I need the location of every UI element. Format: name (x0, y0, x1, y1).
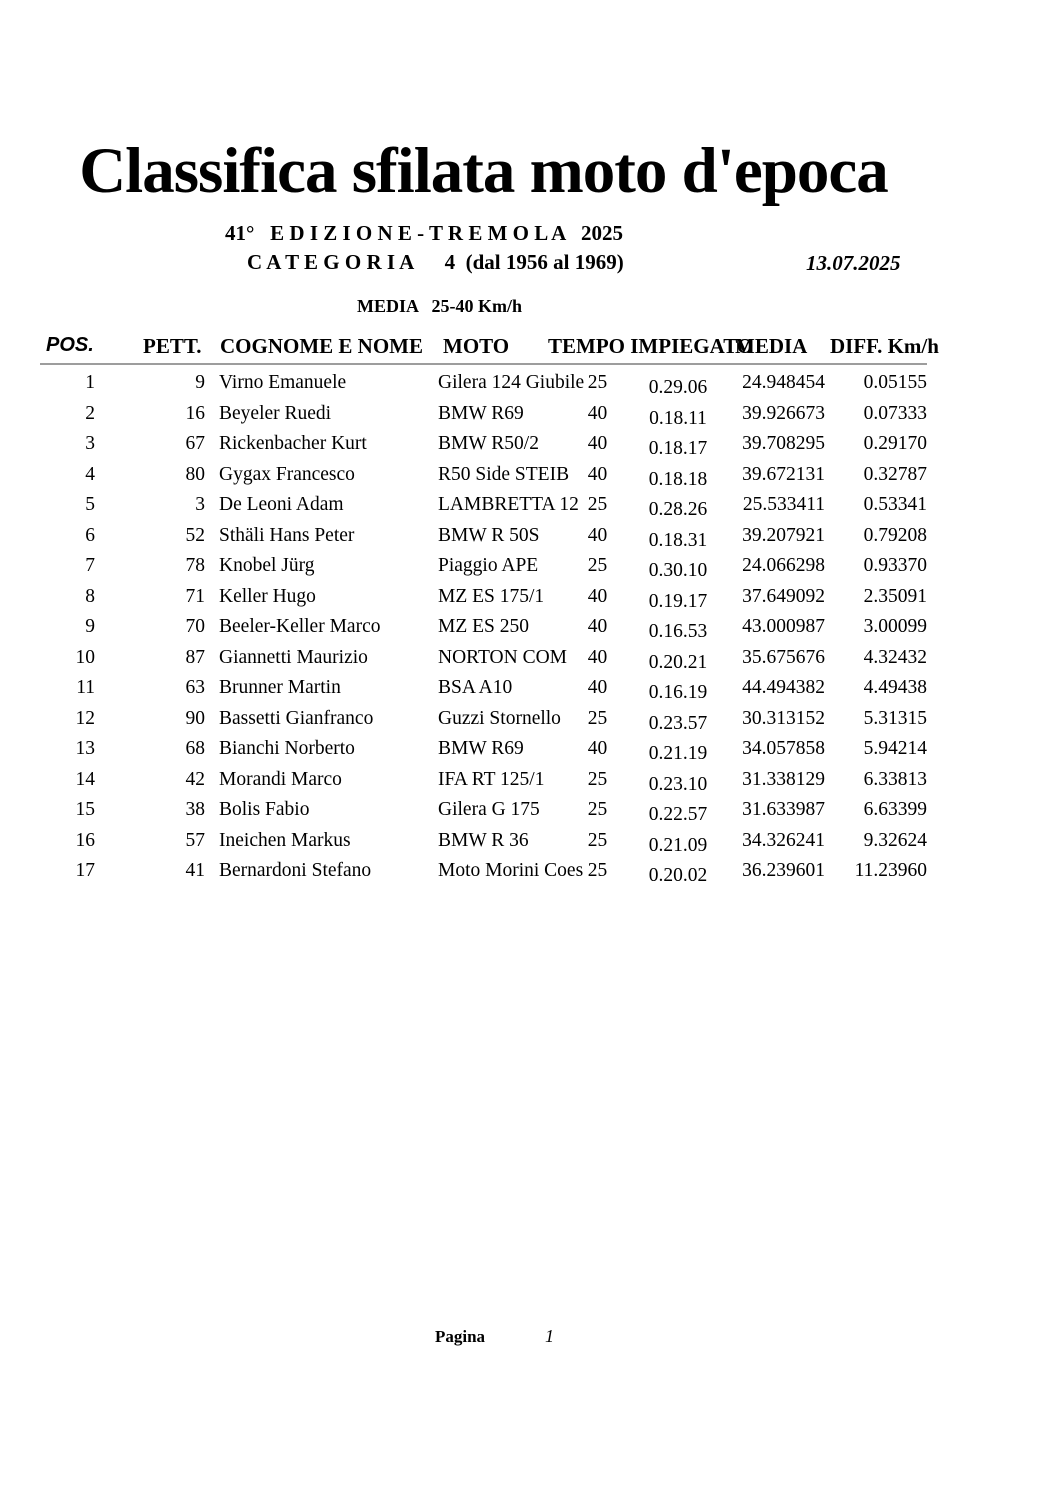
cell-moto: MZ ES 250 (438, 616, 530, 637)
cell-diff: 0.53341 (863, 494, 927, 515)
cell-pos: 9 (85, 616, 95, 637)
cell-nome: Gygax Francesco (219, 463, 355, 485)
cell-vel: 25 (587, 555, 608, 576)
cell-pos: 14 (75, 768, 95, 790)
cell-media: 39.926673 (742, 402, 825, 424)
cell-nome: Bianchi Norberto (219, 738, 355, 759)
cell-nome: Bassetti Gianfranco (219, 707, 374, 729)
cell-vel: 40 (587, 646, 608, 668)
cell-media: 24.066298 (742, 555, 825, 576)
header-cognome-e-nome: COGNOME E NOME (220, 334, 423, 358)
table-row (40, 795, 927, 826)
cell-media: 34.057858 (742, 738, 825, 759)
cell-tempo: 0.18.17 (648, 438, 708, 459)
cell-media: 36.239601 (742, 860, 825, 881)
cell-diff: 9.32624 (863, 829, 927, 851)
cell-nome: Giannetti Maurizio (219, 646, 368, 668)
table-row (40, 765, 927, 796)
cell-tempo: 0.19.17 (648, 590, 708, 612)
cell-media: 37.649092 (742, 585, 825, 607)
cell-diff: 2.35091 (863, 585, 927, 607)
table-body (40, 368, 927, 887)
cell-media: 35.675676 (742, 646, 825, 668)
cell-moto: Piaggio APE (438, 555, 539, 576)
cell-tempo: 0.22.57 (648, 804, 708, 825)
cell-pos: 1 (85, 372, 95, 393)
cell-pos: 2 (85, 402, 95, 424)
cell-pett: 38 (185, 799, 205, 820)
cell-pett: 87 (185, 646, 205, 668)
cell-moto: BSA A10 (438, 677, 513, 698)
cell-diff: 5.31315 (863, 707, 927, 729)
cell-diff: 6.33813 (863, 768, 927, 790)
cell-diff: 0.32787 (863, 463, 927, 485)
table-row (40, 643, 927, 674)
cell-tempo: 0.30.10 (648, 560, 708, 581)
cell-vel: 25 (587, 799, 608, 820)
cell-diff: 4.32432 (863, 646, 927, 668)
cell-moto: BMW R69 (438, 402, 524, 424)
cell-pos: 17 (75, 860, 95, 881)
cell-tempo: 0.18.11 (649, 407, 707, 429)
cell-moto: BMW R69 (438, 738, 524, 759)
table-row (40, 429, 927, 460)
cell-moto: MZ ES 175/1 (438, 585, 545, 607)
cell-pett: 52 (185, 524, 205, 546)
cell-tempo: 0.16.53 (648, 621, 708, 642)
cell-moto: Guzzi Stornello (438, 707, 561, 729)
category-subtitle: C A T E G O R I A 4 (dal 1956 al 1969) (247, 250, 624, 274)
cell-moto: LAMBRETTA 12 (438, 494, 579, 515)
cell-moto: Gilera G 175 (438, 799, 540, 820)
table-row (40, 673, 927, 704)
cell-nome: De Leoni Adam (219, 494, 344, 515)
cell-pett: 57 (185, 829, 205, 851)
cell-moto: BMW R 36 (438, 829, 529, 851)
table-header-row (40, 334, 939, 362)
cell-pett: 67 (185, 433, 205, 454)
cell-nome: Morandi Marco (219, 768, 342, 790)
cell-pett: 9 (195, 372, 205, 393)
cell-tempo: 0.23.10 (648, 773, 708, 795)
cell-vel: 25 (587, 707, 608, 729)
table-row (40, 521, 927, 552)
cell-nome: Knobel Jürg (219, 555, 315, 576)
media-speed-line: MEDIA 25-40 Km/h (357, 296, 523, 316)
cell-pos: 15 (75, 799, 95, 820)
cell-pett: 42 (185, 768, 205, 790)
header-pos: POS. (46, 334, 94, 356)
cell-moto: NORTON COM (438, 646, 568, 668)
cell-vel: 40 (587, 463, 608, 485)
cell-media: 25.533411 (742, 494, 825, 515)
cell-diff: 4.49438 (863, 677, 927, 698)
table-row (40, 490, 927, 521)
cell-diff: 3.00099 (863, 616, 927, 637)
header-tempo-impiegato: TEMPO IMPIEGATO (548, 334, 754, 358)
cell-moto: Moto Morini Coes (438, 860, 584, 881)
cell-pos: 7 (85, 555, 95, 576)
cell-vel: 40 (587, 585, 608, 607)
cell-vel: 25 (587, 829, 608, 851)
cell-nome: Ineichen Markus (219, 829, 351, 851)
cell-pos: 6 (85, 524, 95, 546)
table-row (40, 399, 927, 430)
cell-pett: 70 (185, 616, 205, 637)
cell-nome: Keller Hugo (219, 585, 316, 607)
cell-moto: Gilera 124 Giubile (438, 372, 585, 393)
cell-tempo: 0.16.19 (648, 682, 708, 703)
table-row (40, 704, 927, 735)
cell-diff: 6.63399 (863, 799, 927, 820)
cell-media: 39.207921 (742, 524, 825, 546)
cell-media: 31.338129 (742, 768, 825, 790)
cell-tempo: 0.21.19 (648, 743, 708, 764)
cell-pett: 80 (185, 463, 205, 485)
cell-diff: 11.23960 (854, 860, 927, 881)
cell-vel: 40 (587, 433, 608, 454)
cell-media: 44.494382 (742, 677, 825, 698)
cell-media: 30.313152 (742, 707, 825, 729)
cell-nome: Beyeler Ruedi (219, 402, 332, 424)
cell-nome: Brunner Martin (219, 677, 341, 698)
table-row (40, 582, 927, 613)
cell-tempo: 0.28.26 (648, 499, 708, 520)
header-media: MEDIA (735, 334, 808, 358)
cell-pett: 3 (195, 494, 205, 515)
cell-vel: 25 (587, 860, 608, 881)
header-moto: MOTO (443, 334, 510, 358)
table-row (40, 826, 927, 857)
cell-nome: Bernardoni Stefano (219, 860, 372, 881)
table-row (40, 856, 927, 887)
cell-nome: Rickenbacher Kurt (219, 433, 367, 454)
cell-nome: Sthäli Hans Peter (219, 524, 355, 546)
cell-vel: 25 (587, 494, 608, 515)
cell-pett: 71 (185, 585, 205, 607)
table-row (40, 734, 927, 765)
table-row (40, 368, 927, 399)
cell-diff: 5.94214 (863, 738, 927, 759)
cell-pos: 16 (75, 829, 95, 851)
cell-moto: BMW R 50S (438, 524, 540, 546)
edition-subtitle: 41° E D I Z I O N E - T R E M O L A 2025 (225, 221, 623, 245)
cell-pett: 63 (185, 677, 205, 698)
cell-tempo: 0.18.18 (648, 468, 708, 490)
cell-tempo: 0.21.09 (648, 834, 708, 856)
cell-vel: 40 (587, 738, 608, 759)
cell-nome: Beeler-Keller Marco (219, 616, 381, 637)
cell-pos: 5 (85, 494, 95, 515)
cell-pos: 4 (85, 463, 95, 485)
cell-diff: 0.07333 (863, 402, 927, 424)
header-divider (40, 363, 927, 365)
cell-tempo: 0.18.31 (648, 529, 708, 551)
cell-moto: R50 Side STEIB (438, 463, 570, 485)
cell-media: 24.948454 (742, 372, 825, 393)
header-diff-kmh: DIFF. Km/h (830, 334, 939, 358)
header-pett: PETT. (143, 334, 202, 358)
cell-pett: 68 (185, 738, 205, 759)
cell-pett: 78 (185, 555, 205, 576)
cell-pett: 16 (185, 402, 205, 424)
cell-tempo: 0.20.02 (648, 865, 708, 886)
cell-vel: 25 (587, 372, 608, 393)
cell-media: 43.000987 (742, 616, 825, 637)
cell-diff: 0.29170 (863, 433, 927, 454)
cell-diff: 0.05155 (863, 372, 927, 393)
cell-media: 31.633987 (742, 799, 825, 820)
cell-media: 39.708295 (742, 433, 825, 454)
cell-pos: 13 (75, 738, 95, 759)
cell-pett: 90 (185, 707, 205, 729)
cell-pos: 12 (75, 707, 95, 729)
cell-media: 39.672131 (742, 463, 825, 485)
cell-pos: 8 (85, 585, 95, 607)
cell-pos: 10 (75, 646, 95, 668)
table-row (40, 551, 927, 582)
cell-pett: 41 (185, 860, 205, 881)
footer-pagina-label: Pagina (435, 1327, 486, 1346)
cell-media: 34.326241 (742, 829, 825, 851)
cell-pos: 11 (76, 677, 95, 698)
cell-pos: 3 (85, 433, 95, 454)
cell-nome: Bolis Fabio (219, 799, 310, 820)
table-row (40, 460, 927, 491)
cell-vel: 40 (587, 402, 608, 424)
cell-vel: 40 (587, 524, 608, 546)
cell-vel: 40 (587, 677, 608, 698)
cell-tempo: 0.29.06 (648, 377, 708, 398)
cell-vel: 25 (587, 768, 608, 790)
cell-diff: 0.93370 (863, 555, 927, 576)
cell-moto: BMW R50/2 (438, 433, 539, 454)
footer-page-number: 1 (545, 1326, 554, 1346)
cell-tempo: 0.20.21 (648, 651, 708, 673)
table-row (40, 612, 927, 643)
document-date: 13.07.2025 (806, 251, 901, 275)
cell-moto: IFA RT 125/1 (438, 768, 545, 790)
cell-vel: 40 (587, 616, 608, 637)
cell-diff: 0.79208 (863, 524, 927, 546)
cell-tempo: 0.23.57 (648, 712, 708, 734)
cell-nome: Virno Emanuele (219, 372, 347, 393)
page-title: Classifica sfilata moto d'epoca (79, 135, 888, 207)
